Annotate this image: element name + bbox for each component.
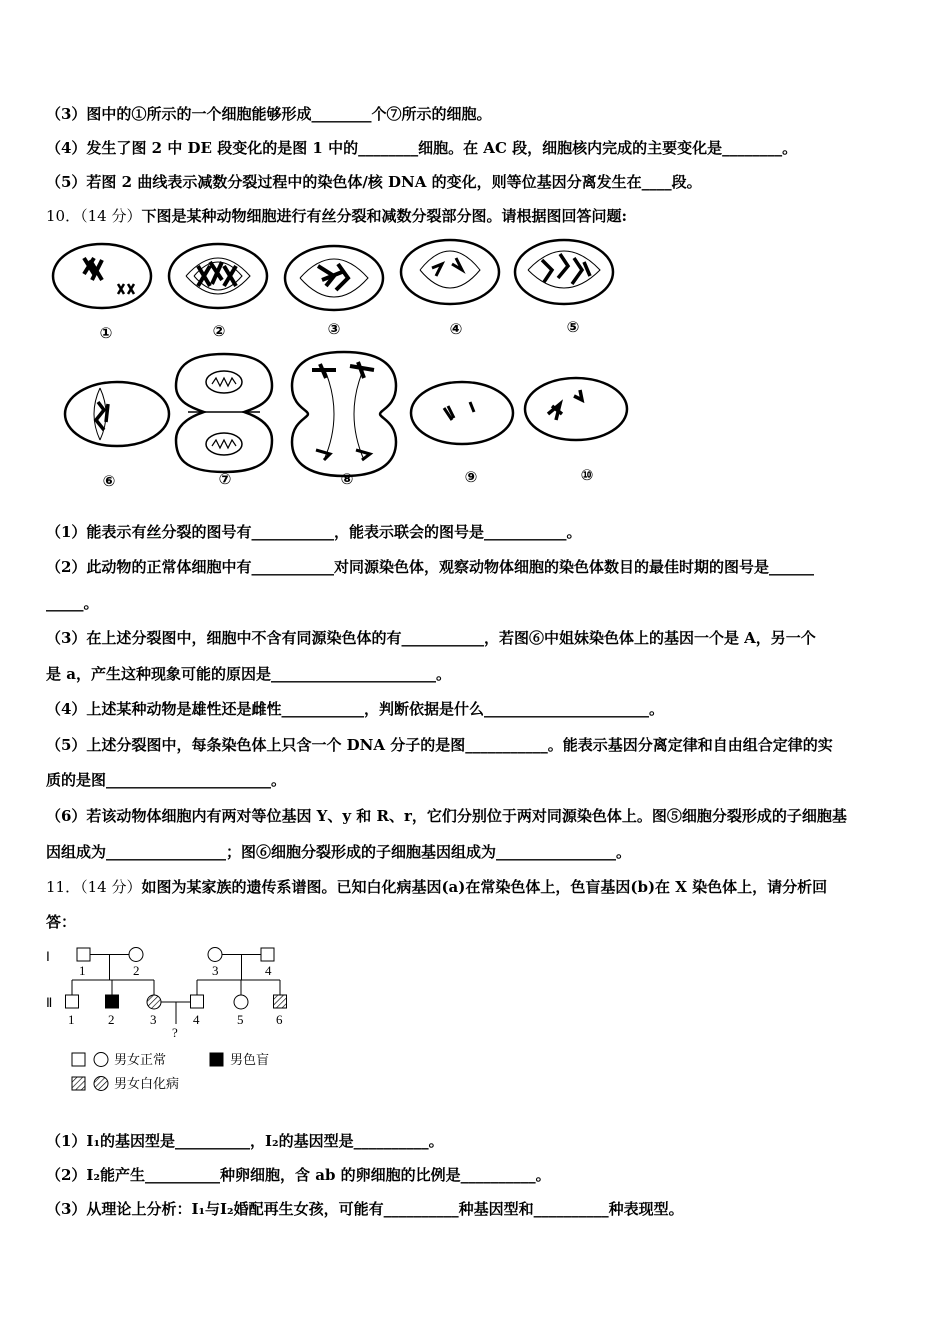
cell-3: [282, 242, 386, 314]
legend-albino-female: [94, 1077, 108, 1091]
ii1-male: [66, 995, 79, 1008]
i2-female: [129, 948, 143, 962]
legend-colorblind-male: [210, 1053, 223, 1066]
q10-part2-line2: _____。: [46, 594, 99, 612]
cell-8: [290, 350, 398, 478]
q10-heading: [46, 206, 627, 226]
cell-label-6: ⑥: [102, 472, 116, 490]
cell-1: [50, 240, 154, 312]
q10-part6-line1: （6）若该动物体细胞内有两对等位基因 Y、y 和 R、r，它们分别位于两对同源染色体上。图⑤细胞分裂形成的子细胞基: [46, 807, 847, 825]
i4-male: [261, 948, 274, 961]
i3-num: 3: [212, 963, 219, 978]
q11-heading: [46, 877, 827, 897]
q10-number: 10．（14 分）: [46, 207, 142, 225]
q11-part2: （2）Ⅰ₂能产生__________种卵细胞，含 ab 的卵细胞的比例是__________。: [46, 1166, 551, 1184]
i1-male: [77, 948, 90, 961]
legend-albino-male: [72, 1077, 85, 1090]
cell-6: [62, 378, 172, 450]
ii4-num: 4: [193, 1012, 200, 1027]
cell-label-7: ⑦: [218, 470, 232, 488]
cell-4: [398, 236, 502, 308]
unknown-offspring: ?: [172, 1025, 178, 1040]
i4-num: 4: [265, 963, 272, 978]
cell-label-10: ⑩: [580, 466, 594, 484]
ii3-num: 3: [150, 1012, 157, 1027]
q10-part6-line2: 因组成为________________；图⑥细胞分裂形成的子细胞基因组成为________________。: [46, 843, 632, 861]
q11-part1: （1）Ⅰ₁的基因型是__________，Ⅰ₂的基因型是__________。: [46, 1132, 444, 1150]
ii3-female-albino: [147, 995, 161, 1009]
q10-stem: 下图是某种动物细胞进行有丝分裂和减数分裂部分图。请根据图回答问题:: [141, 207, 627, 225]
legend-normal-label: 男女正常: [114, 1052, 167, 1067]
legend-albino-label: 男女白化病: [114, 1076, 180, 1091]
ii2-male-colorblind: [106, 995, 119, 1008]
cell-7: [174, 352, 274, 474]
cell-label-4: ④: [449, 320, 463, 338]
ii2-num: 2: [108, 1012, 115, 1027]
q10-part5-line2: 质的是图______________________。: [46, 771, 287, 789]
ii5-num: 5: [237, 1012, 244, 1027]
ii6-male-albino: [274, 995, 287, 1008]
cell-5: [512, 236, 616, 308]
ii6-num: 6: [276, 1012, 283, 1027]
ii1-num: 1: [68, 1012, 75, 1027]
q10-part3-line1: （3）在上述分裂图中，细胞中不含有同源染色体的有___________，若图⑥中姐妹染色体上的基因一个是 A，另一个: [46, 629, 816, 647]
q10-part2-line1: （2）此动物的正常体细胞中有___________对同源染色体，观察动物体细胞的染色体数目的最佳时期的图号是______: [46, 558, 814, 576]
cell-2: [166, 240, 270, 312]
q10-part4: （4）上述某种动物是雄性还是雌性___________，判断依据是什么______________________。: [46, 700, 664, 718]
cell-label-1: ①: [99, 324, 113, 342]
cell-10: [522, 374, 630, 444]
legend-normal-female: [94, 1053, 108, 1067]
legend-colorblind-label: 男色盲: [230, 1052, 270, 1067]
i3-female: [208, 948, 222, 962]
i2-num: 2: [133, 963, 140, 978]
legend-normal-male: [72, 1053, 85, 1066]
q9-part4: （4）发生了图 2 中 DE 段变化的是图 1 中的________细胞。在 AC 段，细胞核内完成的主要变化是________。: [46, 139, 798, 157]
q10-part1: （1）能表示有丝分裂的图号有___________，能表示联会的图号是___________。: [46, 523, 582, 541]
q11-number: 11．（14 分）: [46, 878, 142, 896]
cell-label-5: ⑤: [566, 318, 580, 336]
cell-division-figure: [46, 232, 646, 502]
q11-part3: （3）从理论上分析：Ⅰ₁与Ⅰ₂婚配再生女孩，可能有__________种基因型和__________种表现型。: [46, 1200, 684, 1218]
ii4-male: [191, 995, 204, 1008]
q10-part5-line1: （5）上述分裂图中，每条染色体上只含一个 DNA 分子的是图___________。能表示基因分离定律和自由组合定律的实: [46, 736, 833, 754]
pedigree-chart: [44, 940, 304, 1100]
gen-2-label: Ⅱ: [46, 995, 53, 1010]
cell-label-9: ⑨: [464, 468, 478, 486]
q9-part3: （3）图中的①所示的一个细胞能够形成________个⑦所示的细胞。: [46, 105, 492, 123]
cell-label-3: ③: [327, 320, 341, 338]
q9-part5: （5）若图 2 曲线表示减数分裂过程中的染色体/核 DNA 的变化，则等位基因分离发生在____段。: [46, 173, 702, 191]
ii5-female: [234, 995, 248, 1009]
q10-part3-line2: 是 a，产生这种现象可能的原因是______________________。: [46, 665, 451, 683]
q11-heading-line2: 答：: [46, 913, 77, 931]
cell-label-2: ②: [212, 322, 226, 340]
cell-label-8: ⑧: [340, 470, 354, 488]
i1-num: 1: [79, 963, 86, 978]
q11-stem: 如图为某家族的遗传系谱图。已知白化病基因(a)在常染色体上，色盲基因(b)在 X 染色体上，请分析回: [141, 878, 828, 896]
cell-9: [408, 378, 516, 448]
gen-1-label: Ⅰ: [46, 949, 50, 964]
